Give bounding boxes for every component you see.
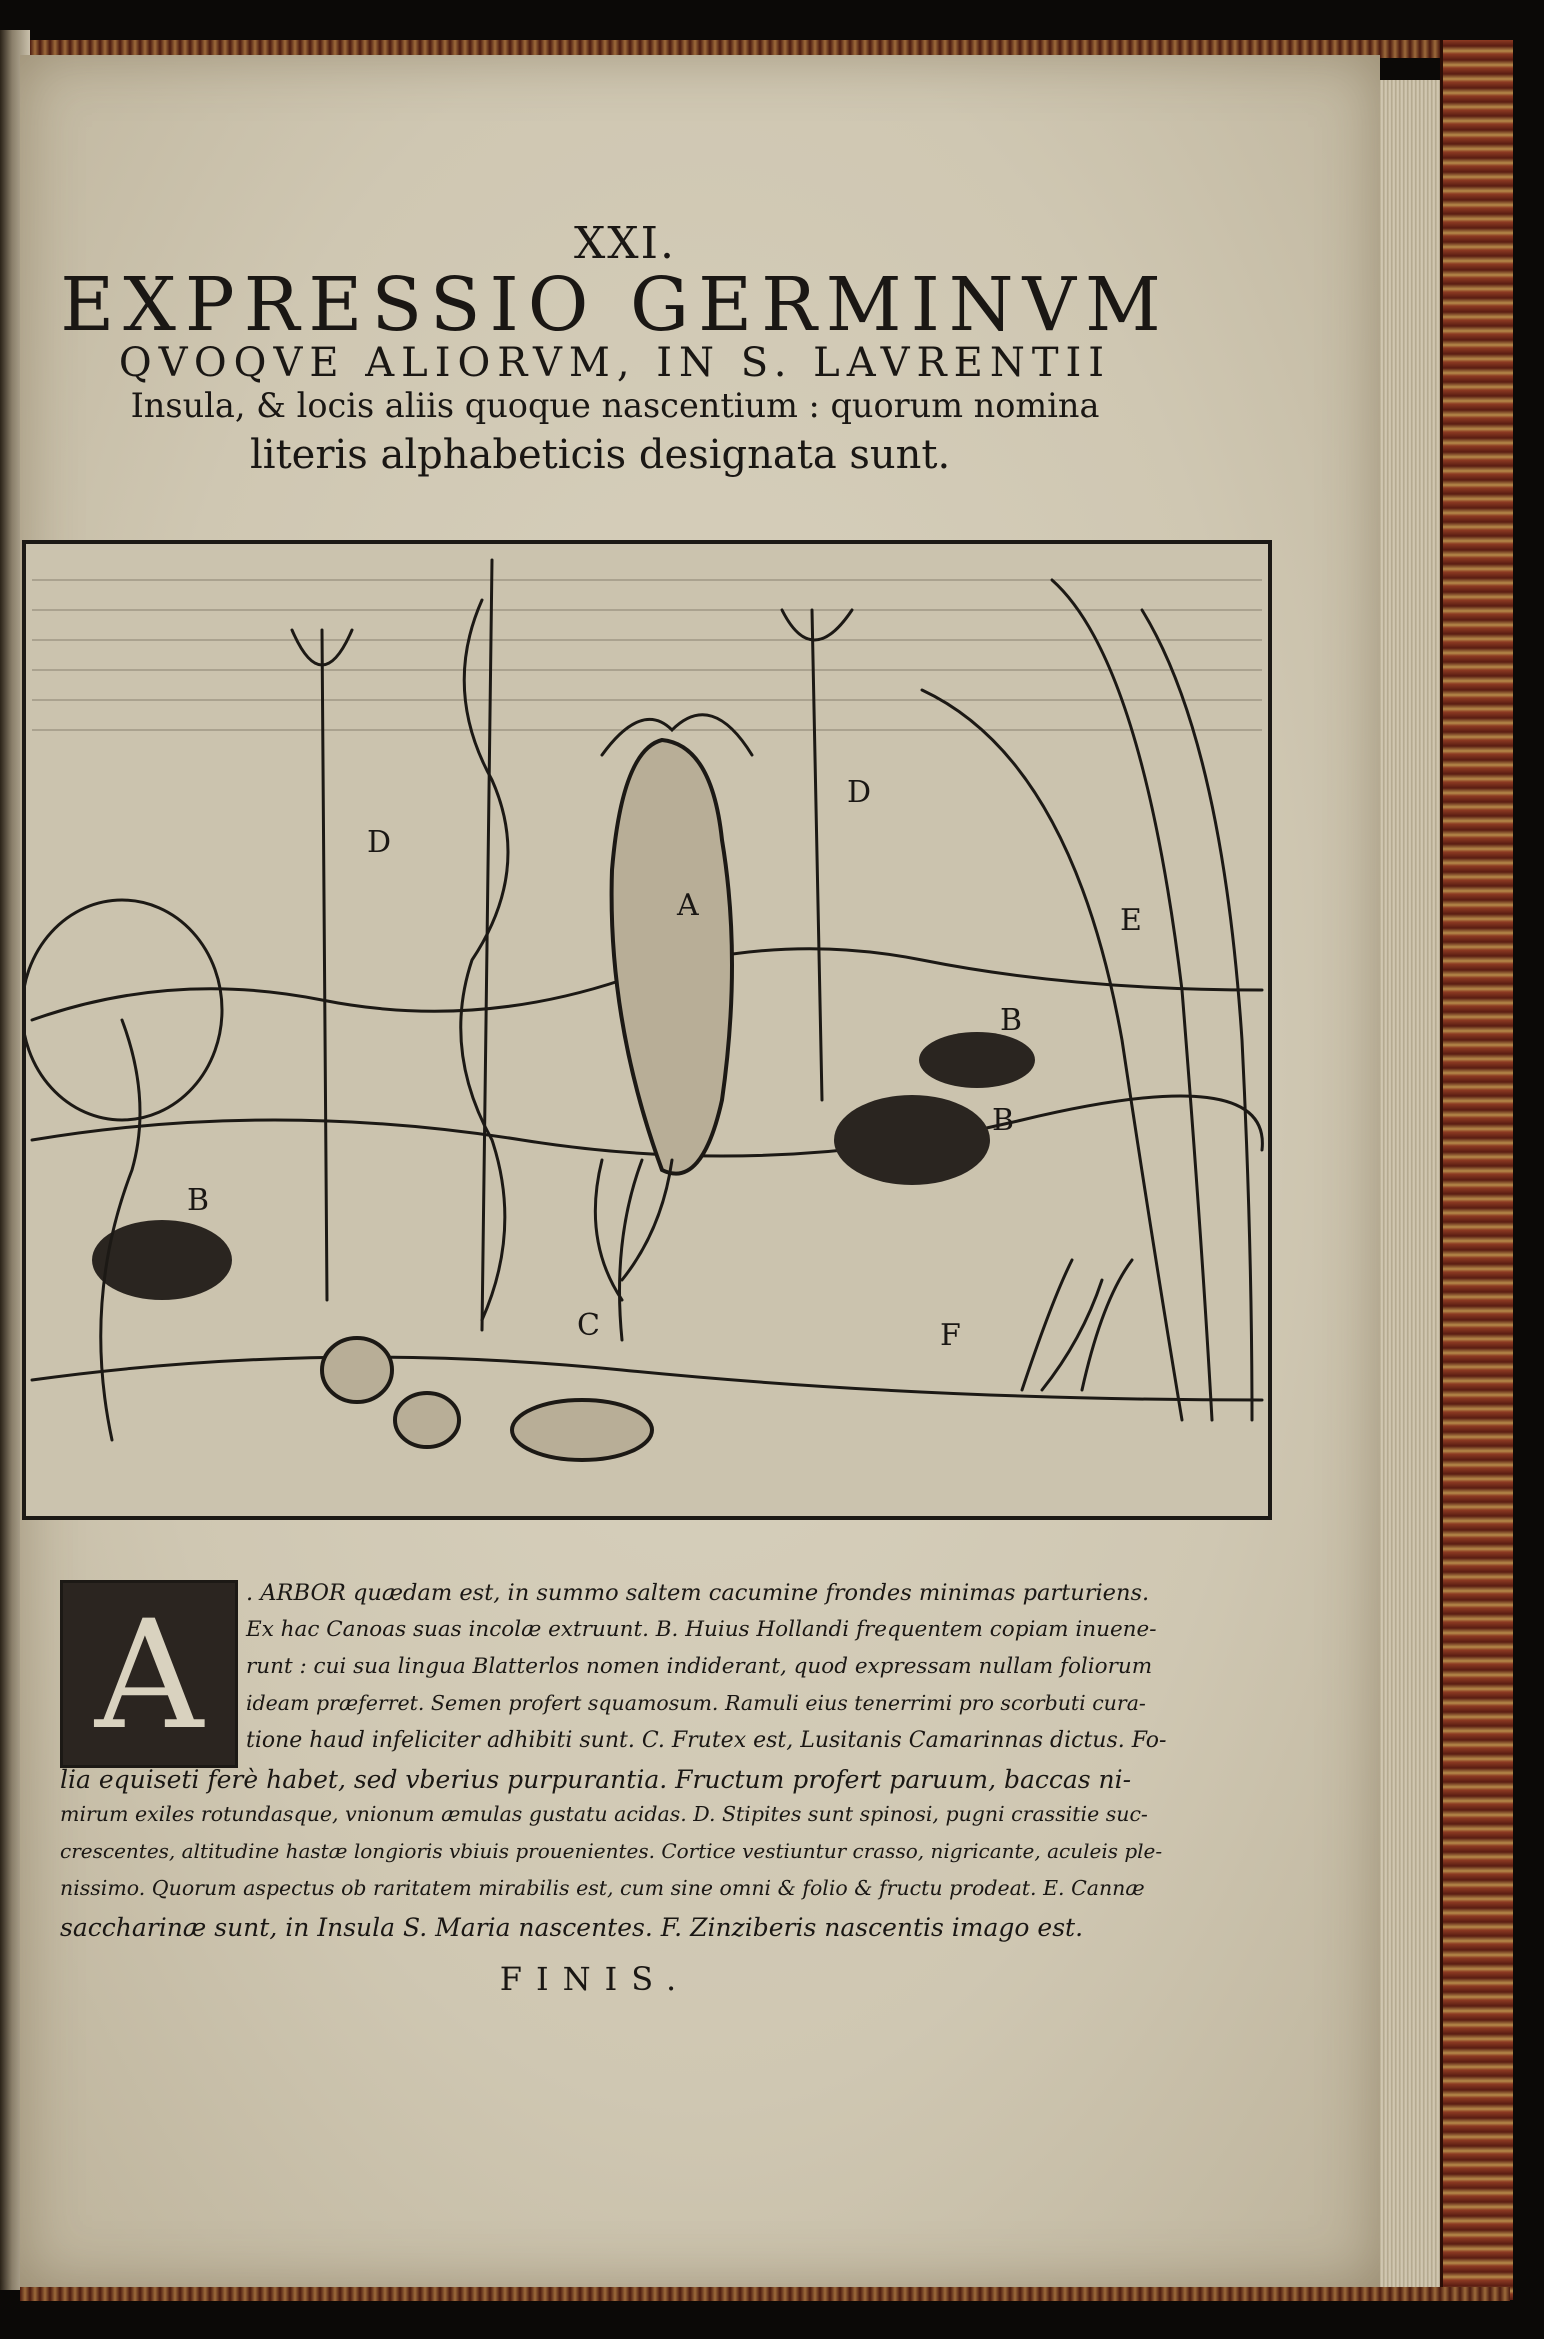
decorated-initial <box>60 1580 238 1768</box>
body-line-4: ideam præferret. Semen profert squamosum. Ramuli eius tenerrimi pro scorbuti cura- <box>246 1691 1146 1715</box>
title-line-4: literis alphabeticis designata sunt. <box>250 432 951 478</box>
label-b-left: B <box>187 1183 210 1218</box>
title-line-3: Insula, & locis aliis quoque nascentium : quorum nomina <box>130 386 1100 425</box>
body-line-9: nissimo. Quorum aspectus ob raritatem mirabilis est, cum sine omni & folio & fructu prodeat. E. Cannæ <box>60 1876 1145 1900</box>
page-fore-edge <box>1380 80 1440 2290</box>
plant-b-bush-lower <box>834 1095 990 1185</box>
body-line-5: tione haud infeliciter adhibiti sunt. C. Frutex est, Lusitanis Camarinnas dictus. Fo- <box>246 1728 1167 1753</box>
body-line-7: mirum exiles rotundasque, vnionum æmulas gustatu acidas. D. Stipites sunt spinosi, pugni crassitie suc- <box>60 1802 1148 1826</box>
body-line-3: runt : cui sua lingua Blatterlos nomen indiderant, quod expressam nullam foliorum <box>246 1654 1153 1679</box>
title-line-1: EXPRESSIO GERMINVM <box>60 262 1170 348</box>
body-line-10: saccharinæ sunt, in Insula S. Maria nascentes. F. Zinziberis nascentis imago est. <box>60 1913 1084 1942</box>
engraved-plate <box>22 540 1272 1520</box>
tuber-3 <box>512 1400 652 1460</box>
label-b-lower: B <box>992 1103 1015 1138</box>
initial-letter: A <box>94 1589 204 1763</box>
binding-bottom-edge <box>20 2287 1510 2301</box>
body-line-1: . ARBOR quædam est, in summo saltem cacumine frondes minimas parturiens. <box>246 1580 1150 1606</box>
tuber-1 <box>322 1338 392 1402</box>
body-line-8: crescentes, altitudine hastæ longioris vbiuis prouenientes. Cortice vestiuntur crasso, nigricante, aculeis ple- <box>60 1839 1163 1863</box>
title-line-2: QVOQVE ALIORVM, IN S. LAVRENTII <box>118 340 1112 386</box>
label-e: E <box>1120 903 1142 938</box>
label-f: F <box>940 1318 961 1353</box>
plate-number: XXI. <box>573 218 676 269</box>
label-d-left: D <box>367 825 392 860</box>
tuber-2 <box>395 1393 459 1447</box>
label-a: A <box>677 888 699 923</box>
plant-b-bush-upper <box>919 1032 1035 1088</box>
label-d-right: D <box>847 775 872 810</box>
label-c: C <box>577 1308 600 1343</box>
finis: FINIS. <box>499 1960 691 1998</box>
decorated-binding-edge <box>1440 40 1513 2300</box>
body-line-6: lia equiseti ferè habet, sed vberius purpurantia. Fructum profert paruum, baccas ni- <box>60 1765 1132 1794</box>
body-line-2: Ex hac Canoas suas incolæ extruunt. B. Huius Hollandi frequentem copiam inuene- <box>246 1617 1157 1642</box>
label-b-upper: B <box>1000 1003 1023 1038</box>
